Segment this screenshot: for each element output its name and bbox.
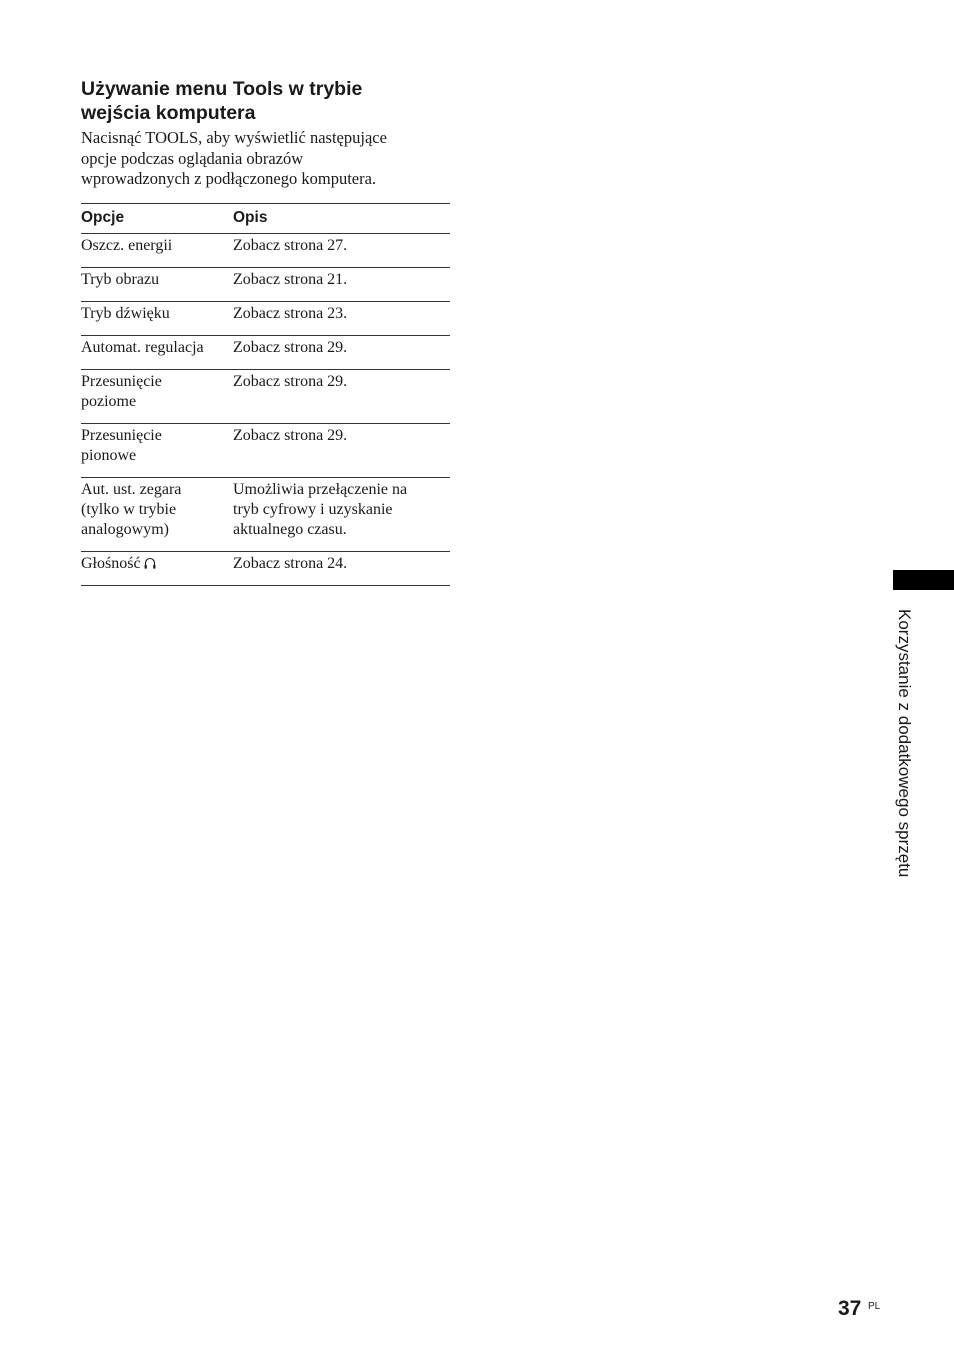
page-language-code: PL	[868, 1301, 881, 1312]
table-row	[81, 302, 450, 336]
option-cell: Aut. ust. zegara (tylko w trybie analogowym)	[81, 478, 233, 552]
option-cell: Przesunięcie poziome	[81, 370, 233, 424]
section-side-label: Korzystanie z dodatkowego sprzętu	[895, 609, 914, 878]
table-row	[81, 552, 450, 586]
description-cell: Umożliwia przełączenie na tryb cyfrowy i uzyskanie aktualnego czasu.	[233, 478, 450, 552]
intro-paragraph: Nacisnąć TOOLS, aby wyświetlić następujące opcje podczas oglądania obrazów wprowadzonych z podłączonego komputera.	[81, 128, 387, 188]
table-row	[81, 336, 450, 370]
headphone-icon	[144, 556, 156, 570]
description-cell: Zobacz strona 27.	[233, 234, 450, 268]
table-row	[81, 234, 450, 268]
option-cell: Tryb obrazu	[81, 268, 233, 302]
options-table	[81, 203, 450, 586]
table-header-row	[81, 204, 450, 234]
description-cell: Zobacz strona 21.	[233, 268, 450, 302]
page-number: 37	[838, 1297, 862, 1320]
table-row	[81, 370, 450, 424]
header-description: Opis	[233, 204, 450, 234]
description-cell: Zobacz strona 29.	[233, 424, 450, 478]
option-cell: Automat. regulacja	[81, 336, 233, 370]
table-row	[81, 424, 450, 478]
section-tab-marker	[893, 570, 954, 590]
option-cell	[81, 552, 233, 586]
option-cell: Tryb dźwięku	[81, 302, 233, 336]
table-row	[81, 268, 450, 302]
option-cell: Przesunięcie pionowe	[81, 424, 233, 478]
description-cell: Zobacz strona 23.	[233, 302, 450, 336]
description-cell: Zobacz strona 24.	[233, 552, 450, 586]
section-title: Używanie menu Tools w trybie wejścia komputera	[81, 78, 363, 124]
option-cell: Oszcz. energii	[81, 234, 233, 268]
option-label: Głośność	[81, 555, 141, 572]
description-cell: Zobacz strona 29.	[233, 336, 450, 370]
header-option: Opcje	[81, 204, 233, 234]
description-cell: Zobacz strona 29.	[233, 370, 450, 424]
table-row	[81, 478, 450, 552]
